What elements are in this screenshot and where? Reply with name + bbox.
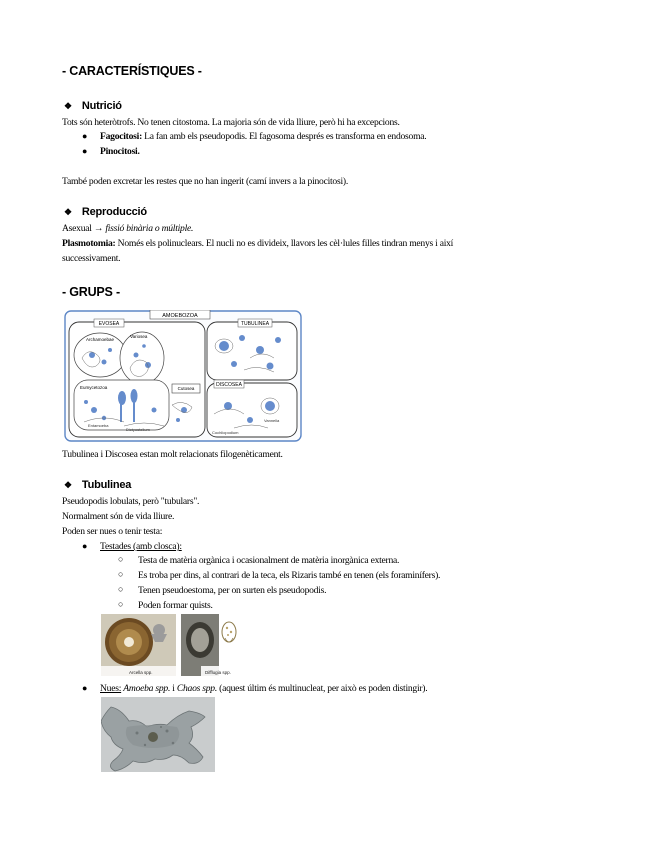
circle-bullet-icon: ○ <box>118 569 124 579</box>
subheading-nutricio <box>64 100 122 112</box>
label-eumycetozoa: Eumycetozoa <box>80 385 108 390</box>
box-label-tubulinea: TUBULINEA <box>240 321 270 327</box>
bullet-icon: ● <box>82 131 88 141</box>
subheading-reproduccio <box>64 206 147 218</box>
reproduccio-plasmotomia <box>62 237 453 250</box>
diamond-bullet-icon: ❖ <box>64 101 72 111</box>
asexual-value: fissió binària o múltiple. <box>105 223 194 234</box>
grups-caption: Tubulinea i Discosea estan molt relacionats filogenèticament. <box>62 449 283 460</box>
bullet-icon: ● <box>82 683 88 693</box>
tubulinea-line-1: Pseudopodis lobulats, però "tubulars". <box>62 496 200 507</box>
section-heading-grups: - GRUPS - <box>62 285 120 299</box>
caption-dictyostelium: Dictyostelium <box>126 427 150 432</box>
label-cutosea: Cutosea <box>177 386 195 391</box>
plasmotomia-text: Només els polinuclears. El nucli no es divideix, llavors les cèl·lules filles tindran menys i així <box>115 238 454 249</box>
reproduccio-asexual <box>62 222 193 235</box>
circle-bullet-icon: ○ <box>118 584 124 594</box>
plasmotomia-term: Plasmotomia: <box>62 238 116 249</box>
label-variosea: Variosea <box>130 334 148 339</box>
box-label-discosea: DISCOSEA <box>216 382 242 388</box>
reproduccio-title: Reproducció <box>81 206 147 218</box>
nutricio-item-fagocitosi <box>100 130 426 143</box>
nutricio-item-pinocitosi <box>100 145 140 158</box>
box-label-evosea: EVOSEA <box>98 321 120 327</box>
testades-item-4: Poden formar quists. <box>138 600 213 611</box>
text-fagocitosi: La fan amb els pseudopodis. El fagosoma després es transforma en endosoma. <box>142 131 427 142</box>
caption-entamoeba: Entamoeba <box>88 423 109 428</box>
caption-cochliopodium: Cochliopodium <box>212 430 239 435</box>
tubulinea-line-3: Poden ser nues o tenir testa: <box>62 526 163 537</box>
diamond-bullet-icon: ❖ <box>64 480 72 490</box>
label-archamoebae: Archamoebae <box>86 337 115 342</box>
amoebozoa-diagram-svg <box>64 310 302 442</box>
testades-item-3: Tenen pseudoestoma, per on surten els pseudopodis. <box>138 585 327 596</box>
term-pinocitosi: Pinocitosi. <box>100 146 140 157</box>
arcella-label: Arcella spp. <box>129 670 153 675</box>
nues-label: Nues: <box>100 683 122 694</box>
tubulinea-title: Tubulinea <box>81 479 132 491</box>
subheading-tubulinea <box>64 479 131 491</box>
term-fagocitosi: Fagocitosi: <box>100 131 143 142</box>
testades-item-1: Testa de matèria orgànica i ocasionalment de matèria inorgànica externa. <box>138 555 400 566</box>
bullet-icon: ● <box>82 146 88 156</box>
tubulinea-line-2: Normalment són de vida lliure. <box>62 511 175 522</box>
amoeba-photo <box>101 697 215 772</box>
circle-bullet-icon: ○ <box>118 599 124 609</box>
nues-species-chaos: Chaos spp. <box>176 683 217 694</box>
testades-label <box>100 540 182 553</box>
nutricio-extra: També poden excretar les restes que no han ingerit (camí invers a la pinocitosi). <box>62 176 348 187</box>
section-heading-caracteristiques: - CARACTERÍSTIQUES - <box>62 64 202 78</box>
testades-item-2: Es troba per dins, al contrari de la teca, els Rizaris també en tenen (els foraminífers). <box>138 570 441 581</box>
nues-mid: i <box>170 683 177 694</box>
bullet-icon: ● <box>82 541 88 551</box>
nues-line <box>100 682 427 695</box>
diamond-bullet-icon: ❖ <box>64 207 72 217</box>
nutricio-title: Nutrició <box>81 100 122 112</box>
caption-vannella: Vannella <box>264 418 280 423</box>
testades-label-text: Testades (amb closca): <box>100 541 182 552</box>
difflugia-label: Difflugia spp. <box>205 670 231 675</box>
reproduccio-plasmotomia-cont: successivament. <box>62 253 121 264</box>
difflugia-photo <box>181 614 241 676</box>
nutricio-intro: Tots són heteròtrofs. No tenen citostoma. La majoria són de vida lliure, però hi ha excepcions. <box>62 117 400 128</box>
arcella-photo <box>101 614 176 676</box>
asexual-label: Asexual → <box>62 223 106 234</box>
amoebozoa-diagram <box>64 310 302 442</box>
nues-species-amoeba: Amoeba spp. <box>123 683 171 694</box>
circle-bullet-icon: ○ <box>118 554 124 564</box>
diagram-title: AMOEBOZOA <box>162 313 198 319</box>
nues-rest: (aquest últim és multinucleat, per això es poden distingir). <box>216 683 428 694</box>
